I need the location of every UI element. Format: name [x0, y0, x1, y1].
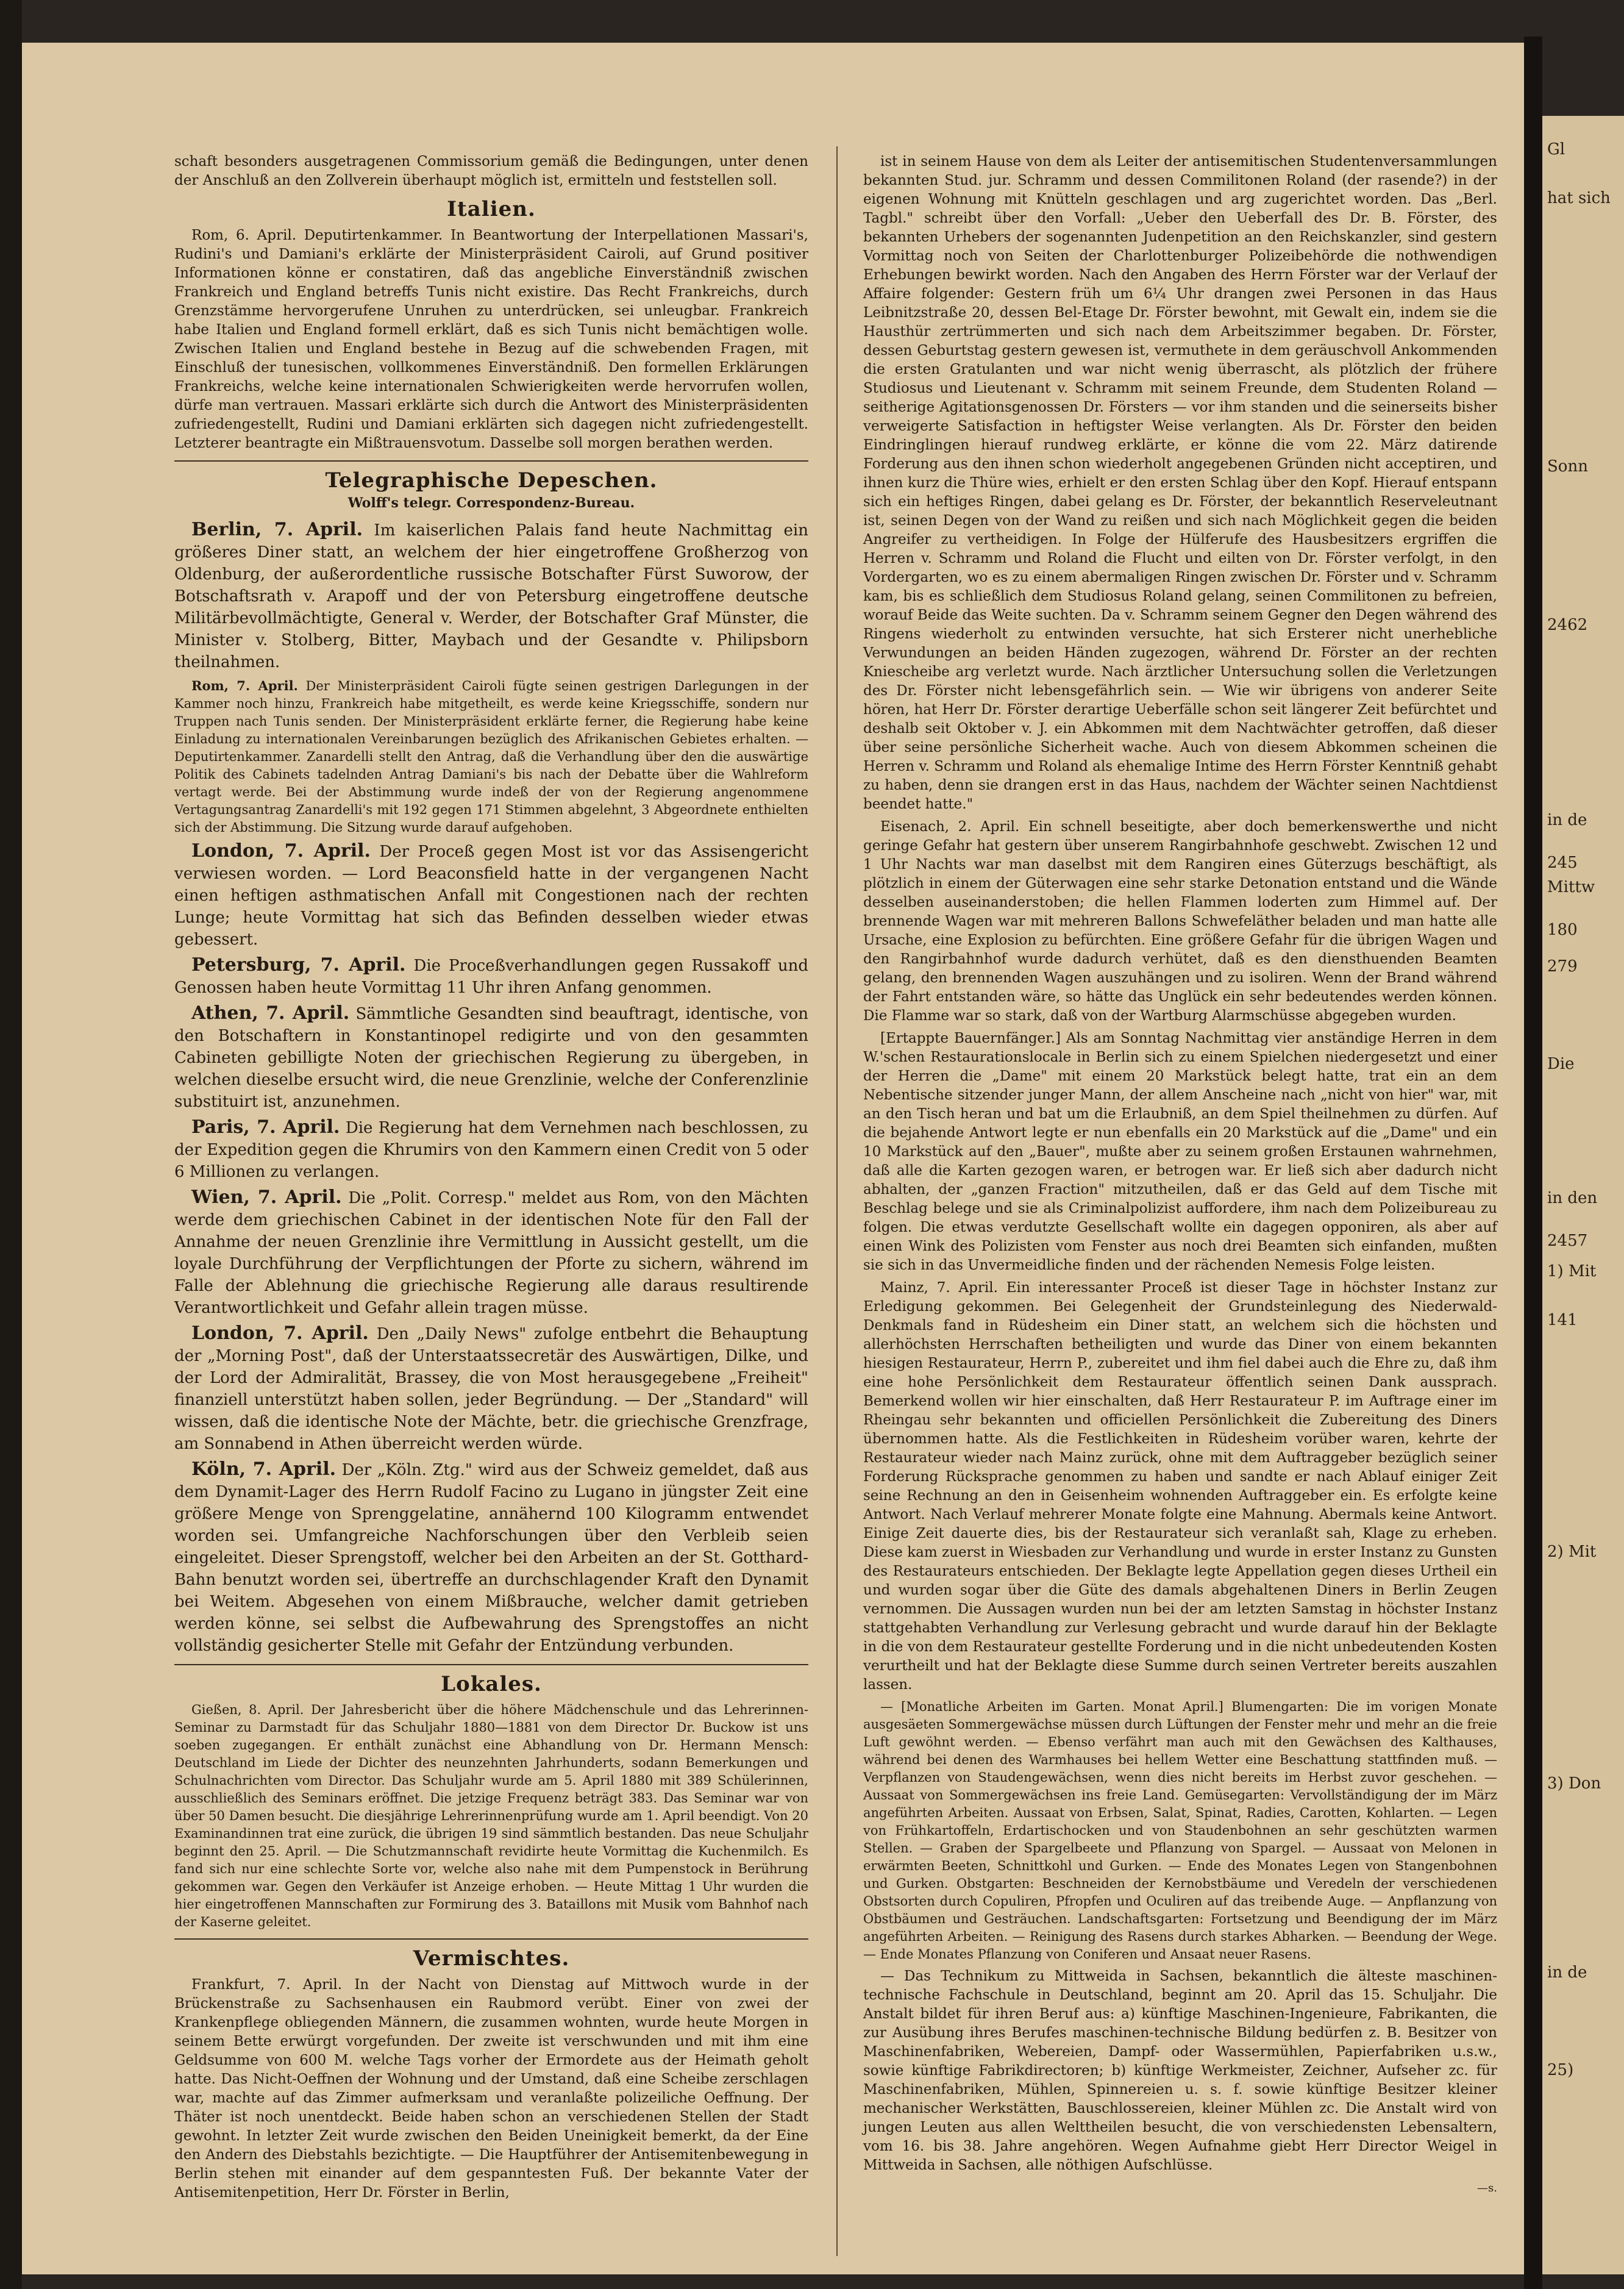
adjacent-page-text: 2462 [1547, 616, 1588, 634]
telegram-text: Der Proceß gegen Most ist vor das Assisengericht verwiesen worden. — Lord Beaconsfield hatte in der vergangenen Nacht einen heftigen asthmatischen Anfall mit Congestionen nach der rechten Lunge; heute Vormittag hat sich das Befinden desselben wieder etwas gebessert. [174, 843, 808, 949]
intro-paragraph: schaft besonders ausgetragenen Commissorium gemäß die Bedingungen, unter denen der Anschluß an den Zollverein überhaupt möglich ist, ermitteln und feststellen soll. [174, 154, 808, 188]
telegram-item [174, 1323, 808, 1455]
italien-heading: Italien. [447, 197, 536, 221]
telegram-text: Die Regierung hat dem Vernehmen nach beschlossen, zu der Expedition gegen die Khrumirs von den Kammern einen Credit von 5 oder 6 Millionen zu verlangen. [174, 1119, 808, 1181]
adjacent-page-text: 25) [1547, 2061, 1574, 2079]
right-paragraphs [863, 152, 1497, 2175]
telegram-dateline: Köln, 7. April. [191, 1459, 337, 1480]
newspaper-page [22, 43, 1524, 2274]
italien-text: Rom, 6. April. Deputirtenkammer. In Beantwortung der Interpellationen Massari's, Rudini's und Damiani's erklärte der Ministerpräsident Cairoli, auf Grund positiver Informationen könne er constatiren, daß das angebliche Einverständniß zwischen Frankreich und England betreffs Tunis nicht existire. Das Recht Frankreichs, durch Grenzstämme hervorgerufene Unruhen zu unterdrücken, sei unleugbar. Frankreich habe Italien und England formell erklärt, daß es sich Tunis nicht bemächtigen wolle. Zwischen Italien und England bestehe in Bezug auf die schwebenden Fragen, mit Einschluß der tunesischen, vollkommenes Einverständniß. Den formellen Erklärungen Frankreichs, welche keine internationalen Schwierigkeiten werde hervorrufen wollen, dürfe man vertrauen. Massari erklärte sich durch die Antwort des Ministerpräsidenten zufriedengestellt, Rudini und Damiani erklärten sich dagegen nicht zufriedengestellt. Letzterer beantragte ein Mißtrauensvotum. Dasselbe soll morgen berathen werden. [174, 227, 808, 451]
article-paragraph: Eisenach, 2. April. Ein schnell beseitigte, aber doch bemerkenswerthe und nicht geringe Gefahr hat gestern über unserem Rangirbahnhofe geschwebt. Zwischen 12 und 1 Uhr Nachts war man daselbst mit dem Rangiren eines Güterzugs beschäftigt, als plötzlich in einem der Güterwagen eine sehr starke Detonation entstand und die Wände desselben auseinanderstoben; die hellen Flammen loderten zum Himmel auf. Der brennende Wagen war mit mehreren Ballons Schwefeläther beladen und man hatte alle Ursache, eine Explosion zu befürchten. Eine größere Gefahr für die übrigen Wagen und den Rangirbahnhof wurde dadurch verhütet, daß es den diensthuenden Beamten gelang, den brennenden Wagen auszuhängen und zu isoliren. Wenn der Brand während der Fahrt entstanden wäre, so hätte das Unglück ein sehr bedeutendes werden können. Die Flamme war so stark, daß von der Wartburg Alarmschüsse abgegeben wurden. [863, 819, 1497, 1024]
adjacent-page-text: hat sich [1547, 189, 1611, 207]
book-binding-edge [0, 0, 22, 2289]
section-rule [174, 1664, 808, 1665]
article-paragraph: [Ertappte Bauernfänger.] Als am Sonntag Nachmittag vier anständige Herren in dem W.'schen Restaurationslocale in Berlin sich zu einem Spielchen niedergesetzt und einer der Herren die „Dame" mit einem 20 Markstück belegt hatte, trat ein an dem Nebentische sitzender junger Mann, der allem Anscheine nach „nicht von hier" war, mit an den Tisch heran und bat um die Erlaubniß, an dem Spiel theilnehmen zu dürfen. Auf die bejahende Antwort legte er nun ebenfalls ein 20 Markstück auf die „Dame" und ein 10 Markstück auf den „Bauer", mußte aber zu seinem großen Erstaunen wahrnehmen, daß alle die Karten gezogen waren, er betrogen war. Er ließ sich aber dadurch nicht abhalten, der „ganzen Fraction" mitzutheilen, daß er das Geld auf dem Tische mit Beschlag belege und sie als Criminalpolizist auffordere, ihm nach dem Polizeibureau zu folgen. Die etwas verdutzte Gesellschaft wollte ein dagegen opponiren, als aber auf einen Wink des Polizisten vom Fenster aus noch drei Beamten sich einfanden, mußten sie sich in das Unvermeidliche finden und der rächenden Nemesis Folge leisten. [863, 1030, 1497, 1273]
telegram-dateline: Paris, 7. April. [191, 1116, 340, 1138]
adjacent-page-text: 1) Mit [1547, 1262, 1597, 1280]
left-column [174, 152, 808, 2206]
lokales-text: Gießen, 8. April. Der Jahresbericht über die höhere Mädchenschule und das Lehrerinnen-Seminar zu Darmstadt für das Schuljahr 1880—1881 von dem Director Dr. Buckow ist uns soeben zugegangen. Er enthält zunächst eine Abhandlung von Dr. Hermann Mensch: Deutschland im Liede der Dichter des neunzehnten Jahrhunderts, sodann Bemerkungen und Schulnachrichten vom Director. Das Schuljahr wurde am 5. April 1880 mit 389 Schülerinnen, ausschließlich des Seminars eröffnet. Die jetzige Frequenz beträgt 383. Das Seminar war von über 50 Damen besucht. Die diesjährige Lehrerinnenprüfung wurde am 1. April beendigt. Von 20 Examinandinnen trat eine zurück, die übrigen 19 sind sämmtlich bestanden. Das neue Schuljahr beginnt den 25. April. — Die Schutzmannschaft revidirte heute Vormittag die Kuchenmilch. Es fand sich nur eine schlechte Sorte vor, welche also nahe mit dem Pumpenstock in Berührung gekommen war. Gegen den Verkäufer ist Anzeige erhoben. — Heute Mittag 1 Uhr wurden die hier eingetroffenen Mannschaften zur Formirung des 3. Bataillons mit Musik vom Bahnhof nach der Kaserne geleitet. [174, 1702, 808, 1929]
adjacent-page-text: 3) Don [1547, 1774, 1601, 1793]
telegram-item [174, 954, 808, 999]
telegram-text: Im kaiserlichen Palais fand heute Nachmittag ein größeres Diner statt, an welchem der hier eingetroffene Großherzog von Oldenburg, der außerordentliche russische Botschafter Fürst Suworow, der Botschaftsrath v. Arapoff und der von Petersburg eingetroffene deutsche Militärbevollmächtigte, General v. Werder, der Botschafter Graf Münster, die Minister v. Stolberg, Bitter, Maybach und der Gesandte v. Philipsborn theilnahmen. [174, 521, 808, 671]
adjacent-page-text: Mittw [1547, 878, 1595, 896]
adjacent-page-text: Gl [1547, 140, 1565, 159]
article-paragraph: — Das Technikum zu Mittweida in Sachsen, bekanntlich die älteste maschinen-technische Fachschule in Deutschland, beginnt am 20. April das 15. Schuljahr. Die Anstalt bildet für ihren Beruf aus: a) künftige Maschinen-Ingenieure, Fabrikanten, die zur Ausübung ihres Berufes maschinen-technische Bildung bedürfen z. B. Besitzer von Maschinenfabriken, Webereien, Dampf- oder Wassermühlen, Papierfabriken u.s.w., sowie künftige Fabrikdirectoren; b) künftige Werkmeister, Zeichner, Aufseher zc. für Maschinenfabriken, Mühlen, Spinnereien u. s. f. sowie künftige Besitzer kleiner mechanischer Werkstätten, Bauschlossereien, kleiner Mühlen zc. Die Anstalt wird von jungen Leuten aus allen Welttheilen besucht, die von verschiedensten Lebensaltern, vom 16. bis 38. Jahre angehören. Wegen Aufnahme giebt Herr Director Weigel in Mittweida in Sachsen, alle nöthigen Aufschlüsse. [863, 1968, 1497, 2173]
lokales-heading: Lokales. [441, 1672, 542, 1696]
adjacent-page-text: 279 [1547, 957, 1578, 976]
right-column [863, 152, 1497, 2198]
telegram-text: Der „Köln. Ztg." wird aus der Schweiz gemeldet, daß aus dem Dynamit-Lager des Herrn Rudolf Facino zu Lugano in jüngster Zeit eine größere Menge von Sprenggelatine, annähernd 100 Kilogramm entwendet worden sei. Umfangreiche Nachforschungen über den Verbleib seien eingeleitet. Dieser Sprengstoff, welcher bei den Arbeiten an der St. Gotthard-Bahn benutzt worden sei, übertreffe an durchschlagender Kraft den Dynamit bei Weitem. Abgesehen von einem Mißbrauche, welcher damit getrieben werden könne, sei selbst die Aufbewahrung des Sprengstoffes an nicht vollständig gesicherter Stelle mit Gefahr der Entzündung verbunden. [174, 1461, 808, 1655]
telegram-item [174, 677, 808, 837]
telegram-item [174, 1187, 808, 1319]
telegram-text: Die Proceßverhandlungen gegen Russakoff und Genossen haben heute Vormittag 11 Uhr ihren Anfang genommen. [174, 957, 808, 997]
adjacent-page-text: in den [1547, 1189, 1598, 1207]
vermischtes-heading: Vermischtes. [413, 1946, 570, 1971]
adjacent-page-text: in de [1547, 811, 1587, 829]
adjacent-page-text: 2) Mit [1547, 1543, 1597, 1561]
telegraphic-subheading: Wolff's telegr. Correspondenz-Bureau. [347, 495, 635, 511]
adjacent-page-text: Sonn [1547, 457, 1588, 476]
telegram-text: Die „Polit. Corresp." meldet aus Rom, von den Mächten werde dem griechischen Cabinet in der identischen Note für den Fall der Annahme der neuen Grenzlinie ihre Vermittlung in Aussicht gestellt, um die loyale Durchführung der Verpflichtungen der Pforte zu sichern, während im Falle der Ablehnung die griechische Regierung alle daraus resultirende Verantwortlichkeit und Gefahr allein tragen müsse. [174, 1189, 808, 1317]
telegram-dateline: London, 7. April. [191, 840, 371, 862]
telegram-item [174, 1459, 808, 1657]
telegram-text: Der Ministerpräsident Cairoli fügte seinen gestrigen Darlegungen in der Kammer noch hinzu, Frankreich habe mitgetheilt, es werde keine Kriegsschiffe, sondern nur Truppen nach Tunis senden. Der Ministerpräsident erklärte ferner, die Regierung habe keine Einladung zu internationalen Vereinbarungen bezüglich des Afrikanischen Gebietes erhalten. — Deputirtenkammer. Zanardelli stellt den Antrag, daß die Verhandlung über den die auswärtige Politik des Cabinets tadelnden Antrag Damiani's bis nach der Debatte über die Wahlreform vertagt werde. Bei der Abstimmung wurde indeß der von der Regierung angenommene Vertagungsantrag Zanardelli's mit 192 gegen 171 Stimmen abgelehnt, 3 Abgeordnete enthielten sich der Abstimmung. Die Sitzung wurde darauf aufgehoben. [174, 679, 809, 835]
adjacent-page-text: 141 [1547, 1311, 1578, 1329]
vermischtes-text: Frankfurt, 7. April. In der Nacht von Dienstag auf Mittwoch wurde in der Brückenstraße zu Sachsenhausen ein Raubmord verübt. Einer von zwei der Krankenpflege obliegenden Männern, die zusammen wohnten, wurde heute Morgen in seinem Bette erwürgt vorgefunden. Der zweite ist verschwunden und mit ihm eine Geldsumme von 600 M. welche Tags vorher der Ermordete aus der Heimath geholt hatte. Das Nicht-Oeffnen der Wohnung und der Umstand, daß eine Scheibe zerschlagen war, machte auf das Zimmer aufmerksam und veranlaßte polizeiliche Oeffnung. Der Thäter ist noch unentdeckt. Beide haben schon an verschiedenen Stellen der Stadt gewohnt. In letzter Zeit wurde zwischen den Beiden Uneinigkeit bemerkt, da der Eine den Andern des Diebstahls bezichtigte. — Die Hauptführer der Antisemitenbewegung in Berlin stehen mit einander auf dem gespanntesten Fuß. Der bekannte Vater der Antisemitenpetition, Herr Dr. Förster in Berlin, [174, 1977, 808, 2201]
adjacent-page-text: 180 [1547, 921, 1578, 939]
adjacent-page-fragment [1542, 116, 1624, 2274]
telegram-dateline: Berlin, 7. April. [191, 519, 363, 540]
telegram-dateline: Rom, 7. April. [191, 678, 298, 693]
article-paragraph: ist in seinem Hause von dem als Leiter der antisemitischen Studentenversammlungen bekannten Stud. jur. Schramm und dessen Commilitonen Roland (der rasende?) in der eigenen Wohnung mit Knütteln geschlagen und arg zugerichtet worden. Das „Berl. Tagbl." schreibt über den Vorfall: „Ueber den Ueberfall des Dr. B. Förster, des bekannten Urhebers der sogenannten Judenpetition an den Reichskanzler, sind gestern Vormittag noch von Seiten der Charlottenburger Polizeibehörde die nothwendigen Erhebungen bewirkt worden. Nach den Angaben des Herrn Förster war der Verlauf der Affaire folgender: Gestern früh um 6¼ Uhr drangen zwei Personen in das Haus Leibnitzstraße 20, dessen Bel-Etage Dr. Förster bewohnt, mit Gewalt ein, indem sie die Hausthür zertrümmerten und sich nach dem Arbeitszimmer begaben. Dr. Förster, dessen Geburtstag gestern gewesen ist, vermuthete in dem geräuschvoll Ankommenden die ersten Gratulanten und war nicht wenig überrascht, als plötzlich der frühere Studiosus und Lieutenant v. Schramm mit seinem Freunde, dem Studenten Roland — seitherige Agitationsgenossen Dr. Försters — vor ihm standen und die seinerseits bisher verweigerte Satisfaction in heftigster Weise verlangten. Als Dr. Förster den beiden Eindringlingen hierauf rundweg erklärte, er könne die vom 22. März datirende Forderung aus den ihnen schon wiederholt angegebenen Gründen nicht acceptiren, und ihnen kurz die Thüre wies, erhielt er den ersten Schlag über den Kopf. Hierauf entspann sich ein heftiges Ringen, dabei gelang es Dr. Förster, der bekanntlich Reserveleutnant ist, seinen Degen von der Wand zu reißen und sich nach Möglichkeit gegen die beiden Angreifer zu vertheidigen. In Folge der Hülferufe des Hausbesitzers ergriffen die Herren v. Schramm und Roland die Flucht und eilten von Dr. Förster verfolgt, in den Vordergarten, wo es zu einem abermaligen Ringen zwischen Dr. Förster und v. Schramm kam, bis es schließlich dem Studiosus Roland gelang, seinen Commilitonen zu befreien, worauf Beide das Weite suchten. Da v. Schramm seinem Gegner den Degen während des Ringens wiederholt zu entwinden versuchte, hat sich Ersterer nicht unerhebliche Verwundungen an beiden Händen zugezogen, während Dr. Förster an der rechten Kniescheibe arg verletzt wurde. Nach ärztlicher Untersuchung sollen die Verletzungen des Dr. Förster nicht lebensgefährlich sein. — Wie wir übrigens von anderer Seite hören, hat Herr Dr. Förster derartige Ueberfälle schon seit längerer Zeit befürchtet und deshalb seit Oktober v. J. ein Abkommen mit dem Nachtwächter getroffen, daß dieser über seine persönliche Sicherheit wache. Auch von diesem Abkommen scheinen die Herren v. Schramm und Roland als ehemalige Intime des Herrn Förster Kenntniß gehabt zu haben, denn sie drangen erst in das Haus, nachdem der Wächter seinen Nachtdienst beendet hatte." [863, 154, 1497, 812]
telegram-item [174, 519, 808, 673]
telegram-item [174, 1116, 808, 1183]
telegram-dateline: Petersburg, 7. April. [191, 954, 406, 976]
telegram-item [174, 1002, 808, 1113]
section-rule [174, 1938, 808, 1940]
telegraphic-items [174, 519, 808, 1657]
telegram-dateline: Athen, 7. April. [191, 1002, 350, 1024]
article-paragraph: — [Monatliche Arbeiten im Garten. Monat April.] Blumengarten: Die im vorigen Monate ausgesäeten Sommergewächse müssen durch Lüftungen der Fenster mehr und mehr an die freie Luft gewöhnt werden. — Ebenso verfährt man auch mit den Gewächsen des Kalthauses, während bei denen des Warmhauses bei hellem Wetter eine Beschattung stattfinden muß. — Verpflanzen von Staudengewächsen, wenn dies nicht bereits im Herbst zuvor geschehen. — Aussaat von Sommergewächsen ins freie Land. Gemüsegarten: Vervollständigung der im März angeführten Arbeiten. Aussaat von Erbsen, Salat, Spinat, Radies, Carotten, Kohlarten. — Legen von Frühkartoffeln, Erdartischocken und von Staudenbohnen an sehr geschützten warmen Stellen. — Graben der Spargelbeete und Pflanzung von Spargel. — Aussaat von Melonen in erwärmten Beeten, Schnittkohl und Gurken. — Ende des Monates Legen von Stangenbohnen und Gurken. Obstgarten: Beschneiden der Kernobstbäume und Veredeln der verschiedenen Obstsorten durch Copuliren, Pfropfen und Oculiren auf das treibende Auge. — Anpflanzung von Obstbäumen und Gesträuchen. Landschaftsgarten: Fortsetzung und Beendigung der im März angeführten Arbeiten. — Reinigung des Rasens durch starkes Abharken. — Beendung der Wege. — Ende Monates Pflanzung von Coniferen und Ansaat neuer Rasens. [863, 1699, 1497, 1962]
adjacent-page-text: 2457 [1547, 1232, 1588, 1250]
adjacent-page-text: 245 [1547, 854, 1578, 872]
telegram-text: Den „Daily News" zufolge entbehrt die Behauptung der „Morning Post", daß der Unterstaatssecretär des Auswärtigen, Dilke, und der Lord der Admiralität, Brassey, die von Most herausgegebene „Freiheit" finanziell unterstützt haben sollen, jeder Begründung. — Der „Standard" will wissen, daß die identische Note der Mächte, betr. die griechische Grenzfrage, am Sonnabend in Athen überreicht werden würde. [174, 1325, 808, 1453]
adjacent-page-text: Die [1547, 1055, 1575, 1073]
page-gutter-shadow [1524, 37, 1542, 2289]
adjacent-page-text: in de [1547, 1963, 1587, 1982]
telegram-text: Sämmtliche Gesandten sind beauftragt, identische, von den Botschaftern in Konstantinopel redigirte und von den gesammten Cabineten gebilligte Noten der griechischen Regierung zu übergeben, in welchen dieselbe ersucht wird, die neue Grenzlinie, welche der Conferenzlinie substituirt ist, anzunehmen. [174, 1005, 809, 1111]
column-divider [836, 146, 838, 2256]
telegram-dateline: London, 7. April. [191, 1323, 369, 1344]
telegram-dateline: Wien, 7. April. [191, 1187, 342, 1208]
section-rule [174, 460, 808, 462]
telegraphic-heading: Telegraphische Depeschen. [325, 468, 658, 493]
article-paragraph: Mainz, 7. April. Ein interessanter Proceß ist dieser Tage in höchster Instanz zur Erledigung gekommen. Bei Gelegenheit der Grundsteinlegung des Niederwald-Denkmals fand in Rüdesheim ein Diner statt, an welchem sich die höchsten und allerhöchsten Herrschaften betheiligten und wurde das Diner von einem bekannten hiesigen Restaurateur, Herrn P., zubereitet und ihm fiel dabei auch die Ehre zu, daß ihm eine hohe Persönlichkeit dem Restaurateur öffentlich seinen Dank aussprach. Bemerkend wollen wir hier einschalten, daß Herr Restaurateur P. im Auftrage einer im Rheingau sehr bekannten und officiellen Persönlichkeit die Zubereitung des Diners übernommen hatte. Als die Festlichkeiten in Rüdesheim vorüber waren, kehrte der Restaurateur wieder nach Mainz zurück, ohne mit dem Auftraggeber bezüglich seiner Forderung Rücksprache genommen zu haben und sandte er nach Ablauf einiger Zeit seine Rechnung an den in Geisenheim wohnenden Auftraggeber ein. Es erfolgte keine Antwort. Nach Verlauf mehrerer Monate folgte eine Mahnung. Abermals keine Antwort. Einige Zeit dauerte dies, bis der Restaurateur sich veranlaßt sah, Klage zu erheben. Diese kam zuerst in Wiesbaden zur Verhandlung und wurde in erster Instanz zu Gunsten des Restaurateurs entschieden. Der Beklagte legte Appellation gegen dieses Urtheil ein und wurden sogar über die Güte des damals abgehaltenen Diners in Berlin Zeugen vernommen. Die Aussagen wurden nun bei der am letzten Samstag in höchster Instanz stattgehabten Verhandlung zur Verlesung gebracht und wurde darauf hin der Beklagte in die von dem Restaurateur gestellte Forderung und in die nicht unbedeutenden Kosten verurtheilt und hat der Beklagte diese Summe durch seinen Vertreter bereits auszahlen lassen. [863, 1280, 1497, 1693]
signature: —s. [1477, 2182, 1497, 2194]
telegram-item [174, 840, 808, 951]
